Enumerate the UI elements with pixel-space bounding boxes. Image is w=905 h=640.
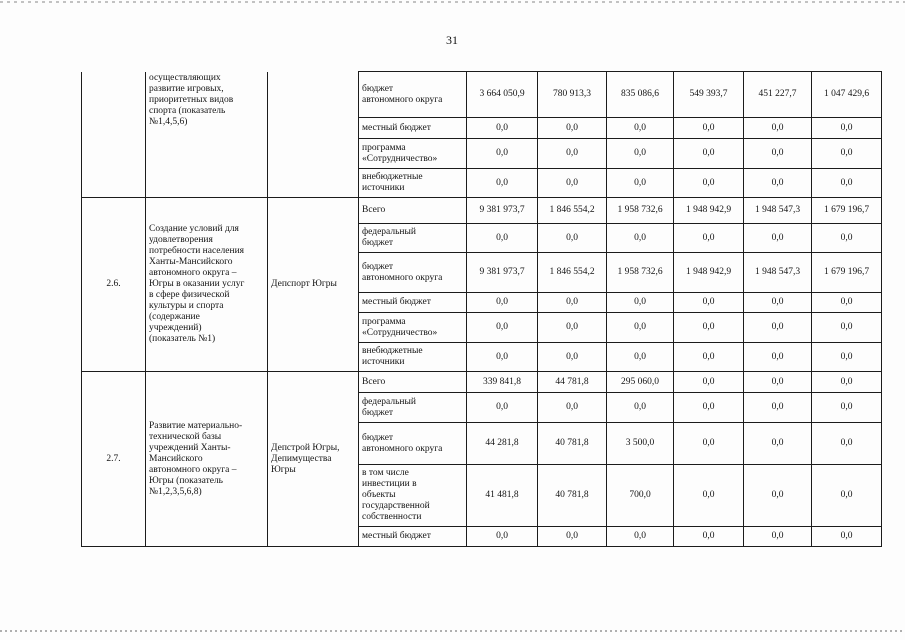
value-cell: 0,0	[674, 169, 744, 198]
value-cell: 0,0	[674, 393, 744, 423]
value-cell: 1 846 554,2	[538, 253, 607, 293]
value-cell: 3 500,0	[607, 423, 674, 465]
value-cell: 0,0	[744, 393, 812, 423]
funding-source: местный бюджет	[359, 293, 467, 313]
item-index: 2.6.	[82, 198, 146, 372]
page-number: 31	[446, 33, 458, 47]
funding-source: федеральный бюджет	[359, 393, 467, 423]
responsible-executor: Депстрой Югры, Депимущества Югры	[268, 372, 359, 547]
value-cell: 9 381 973,7	[467, 253, 538, 293]
value-cell: 780 913,3	[538, 72, 607, 118]
scan-edge-top	[0, 1, 905, 3]
value-cell: 0,0	[538, 293, 607, 313]
funding-source: бюджет автономного округа	[359, 253, 467, 293]
value-cell: 0,0	[744, 313, 812, 343]
funding-source: местный бюджет	[359, 118, 467, 139]
value-cell: 9 381 973,7	[467, 198, 538, 224]
funding-source: программа «Сотрудничество»	[359, 139, 467, 169]
value-cell: 451 227,7	[744, 72, 812, 118]
responsible-executor: Депспорт Югры	[268, 198, 359, 372]
value-cell: 0,0	[744, 224, 812, 253]
value-cell: 0,0	[744, 372, 812, 393]
value-cell: 44 781,8	[538, 372, 607, 393]
value-cell: 0,0	[744, 465, 812, 527]
value-cell: 1 958 732,6	[607, 198, 674, 224]
value-cell: 0,0	[674, 293, 744, 313]
value-cell: 0,0	[674, 343, 744, 372]
value-cell: 700,0	[607, 465, 674, 527]
funding-source: местный бюджет	[359, 527, 467, 547]
measure-description: Развитие материально- технической базы учреждений Ханты- Мансийского автономного округа – Югры (показатель №1,2,3,5,6,8)	[146, 372, 268, 547]
value-cell: 0,0	[812, 169, 882, 198]
measure-description: Создание условий для удовлетворения потребности населения Ханты-Мансийского автономного округа – Югры в оказании услуг в сфере физической культуры и спорта (содержание учреждений) (показатель №1)	[146, 198, 268, 372]
table-row	[82, 72, 882, 118]
value-cell: 1 948 547,3	[744, 198, 812, 224]
value-cell: 0,0	[812, 293, 882, 313]
value-cell: 0,0	[467, 343, 538, 372]
value-cell: 0,0	[674, 527, 744, 547]
table-row	[82, 372, 882, 393]
value-cell: 339 841,8	[467, 372, 538, 393]
value-cell: 0,0	[538, 393, 607, 423]
value-cell: 0,0	[538, 139, 607, 169]
value-cell: 0,0	[467, 293, 538, 313]
funding-source: бюджет автономного округа	[359, 423, 467, 465]
value-cell: 1 948 942,9	[674, 198, 744, 224]
value-cell: 0,0	[812, 372, 882, 393]
value-cell: 0,0	[467, 118, 538, 139]
value-cell: 0,0	[607, 343, 674, 372]
value-cell: 0,0	[467, 169, 538, 198]
value-cell: 0,0	[538, 224, 607, 253]
value-cell: 0,0	[812, 393, 882, 423]
funding-source: программа «Сотрудничество»	[359, 313, 467, 343]
value-cell: 0,0	[812, 423, 882, 465]
funding-source: бюджет автономного округа	[359, 72, 467, 118]
value-cell: 0,0	[607, 169, 674, 198]
value-cell: 0,0	[812, 118, 882, 139]
index-cell	[82, 72, 146, 198]
value-cell: 0,0	[744, 293, 812, 313]
budget-table	[81, 71, 882, 547]
value-cell: 0,0	[607, 118, 674, 139]
value-cell: 0,0	[538, 169, 607, 198]
value-cell: 1 948 942,9	[674, 253, 744, 293]
value-cell: 0,0	[674, 423, 744, 465]
value-cell: 0,0	[538, 343, 607, 372]
value-cell: 0,0	[538, 313, 607, 343]
value-cell: 0,0	[607, 224, 674, 253]
value-cell: 1 958 732,6	[607, 253, 674, 293]
value-cell: 44 281,8	[467, 423, 538, 465]
item-index: 2.7.	[82, 372, 146, 547]
value-cell: 0,0	[467, 527, 538, 547]
table-row	[82, 198, 882, 224]
responsible-cell	[268, 72, 359, 198]
value-cell: 0,0	[674, 372, 744, 393]
value-cell: 0,0	[607, 393, 674, 423]
value-cell: 0,0	[812, 313, 882, 343]
funding-source: внебюджетные источники	[359, 169, 467, 198]
value-cell: 0,0	[467, 313, 538, 343]
value-cell: 0,0	[812, 527, 882, 547]
value-cell: 0,0	[812, 343, 882, 372]
value-cell: 0,0	[744, 423, 812, 465]
value-cell: 0,0	[744, 118, 812, 139]
funding-source: Всего	[359, 198, 467, 224]
value-cell: 3 664 050,9	[467, 72, 538, 118]
funding-source: федеральный бюджет	[359, 224, 467, 253]
value-cell: 0,0	[607, 313, 674, 343]
value-cell: 0,0	[744, 169, 812, 198]
funding-source: Всего	[359, 372, 467, 393]
value-cell: 0,0	[812, 465, 882, 527]
value-cell: 40 781,8	[538, 423, 607, 465]
value-cell: 41 481,8	[467, 465, 538, 527]
value-cell: 0,0	[607, 527, 674, 547]
value-cell: 0,0	[674, 313, 744, 343]
value-cell: 1 047 429,6	[812, 72, 882, 118]
value-cell: 0,0	[607, 293, 674, 313]
value-cell: 0,0	[744, 527, 812, 547]
value-cell: 0,0	[467, 393, 538, 423]
value-cell: 0,0	[744, 343, 812, 372]
value-cell: 1 846 554,2	[538, 198, 607, 224]
value-cell: 295 060,0	[607, 372, 674, 393]
value-cell: 0,0	[812, 139, 882, 169]
value-cell: 835 086,6	[607, 72, 674, 118]
funding-source: в том числе инвестиции в объекты государственной собственности	[359, 465, 467, 527]
value-cell: 0,0	[538, 118, 607, 139]
value-cell: 0,0	[607, 139, 674, 169]
value-cell: 0,0	[674, 118, 744, 139]
value-cell: 0,0	[812, 224, 882, 253]
value-cell: 0,0	[674, 465, 744, 527]
value-cell: 1 679 196,7	[812, 198, 882, 224]
value-cell: 40 781,8	[538, 465, 607, 527]
value-cell: 0,0	[467, 139, 538, 169]
value-cell: 0,0	[674, 139, 744, 169]
scan-edge-bottom	[0, 630, 905, 632]
value-cell: 0,0	[538, 527, 607, 547]
funding-source: внебюджетные источники	[359, 343, 467, 372]
value-cell: 1 679 196,7	[812, 253, 882, 293]
value-cell: 0,0	[744, 139, 812, 169]
value-cell: 0,0	[674, 224, 744, 253]
value-cell: 549 393,7	[674, 72, 744, 118]
measure-description: осуществляющих развитие игровых, приоритетных видов спорта (показатель №1,4,5,6)	[146, 72, 268, 198]
value-cell: 0,0	[467, 224, 538, 253]
value-cell: 1 948 547,3	[744, 253, 812, 293]
